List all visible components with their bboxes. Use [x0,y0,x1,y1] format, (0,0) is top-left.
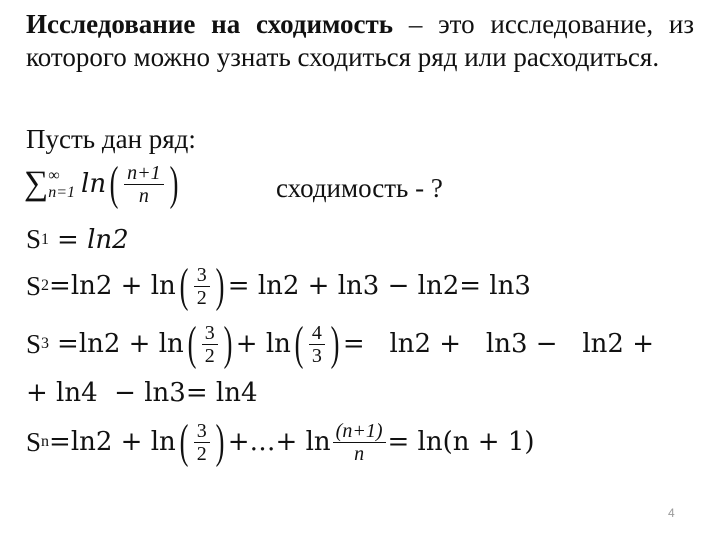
sn-label: S [26,426,42,457]
sn-line: S n =ln2 + ln ( $\frac{3}{2}$ ) +…+ ln $\frac{(n+1)}{n}$ = ln(n + 1) [26,415,535,468]
series-numerator: n+1 [124,162,164,185]
s2-label: S [26,270,42,301]
s3-frac2-den: 3 [311,344,322,367]
sn-fraction-2 [333,420,386,465]
definition-text: – это исследование, из которого можно узнать сходиться ряд или расходиться. [26,9,694,72]
sn-part1: =ln2 + ln [49,427,176,457]
s1-line [26,224,129,255]
sn-index: n [41,433,50,450]
convergence-question: сходимость - ? [276,173,443,203]
s2-frac-num: 3 [194,264,210,287]
sum-lower: n=1 [48,184,76,201]
s1-label: S [26,224,42,254]
series-fraction [124,162,164,207]
s3-continuation: + ln4 − ln3= ln4 [26,378,258,408]
given-series-line: Пусть дан ряд: [26,124,196,154]
s3-frac1-den: 2 [204,344,215,367]
sum-sign: ∑ [24,165,49,202]
definition-term: Исследование на сходимость [26,9,394,39]
sum-upper: ∞ [48,167,60,184]
s2-part1: =ln2 + ln [49,271,176,301]
sn-frac2-num: (n+1) [333,420,386,443]
sn-frac-den: 2 [196,442,207,465]
s2-frac-den: 2 [196,286,207,309]
definition-paragraph [26,8,694,74]
ln-label: ln [81,169,107,199]
s2-line: S 2 =ln2 + ln ( $\frac{3}{2}$ ) = ln2 + ln3 − ln2= ln3 [26,259,531,312]
s3-index: 3 [41,335,50,352]
s3-continuation-line [26,378,258,408]
sn-frac-num: 3 [194,420,210,443]
sn-part2: +…+ ln [227,427,331,457]
s3-frac2-num: 4 [309,322,325,345]
s2-index: 2 [41,277,50,294]
sn-frac2-den: n [354,442,365,465]
s3-part1: =ln2 + ln [57,329,184,359]
s1-rhs: = ln2 [57,224,129,255]
series-expression: ∑ ∞ n=1 ln ( $\frac{n+1}{n}$ ) [24,157,178,210]
s3-part2: + ln [235,329,291,359]
s2-part2: = ln2 + ln3 − ln2= ln3 [227,271,531,301]
page-number: 4 [668,506,675,520]
s1-index: 1 [41,230,50,248]
s3-fraction-1 [202,322,218,367]
s3-label: S [26,328,42,359]
s3-line: S 3 =ln2 + ln ( $\frac{3}{2}$ ) + ln ( $\frac{4}{3}$ ) = ln2 + ln3 − ln2 + [26,317,654,370]
s2-fraction [194,264,210,309]
s3-fraction-2 [309,322,325,367]
sum-limits [48,167,75,201]
s3-part3: = ln2 + ln3 − ln2 + [342,329,654,359]
sn-fraction-1 [194,420,210,465]
series-denominator: n [138,184,149,207]
sn-part3: = ln(n + 1) [387,427,535,457]
s3-frac1-num: 3 [202,322,218,345]
